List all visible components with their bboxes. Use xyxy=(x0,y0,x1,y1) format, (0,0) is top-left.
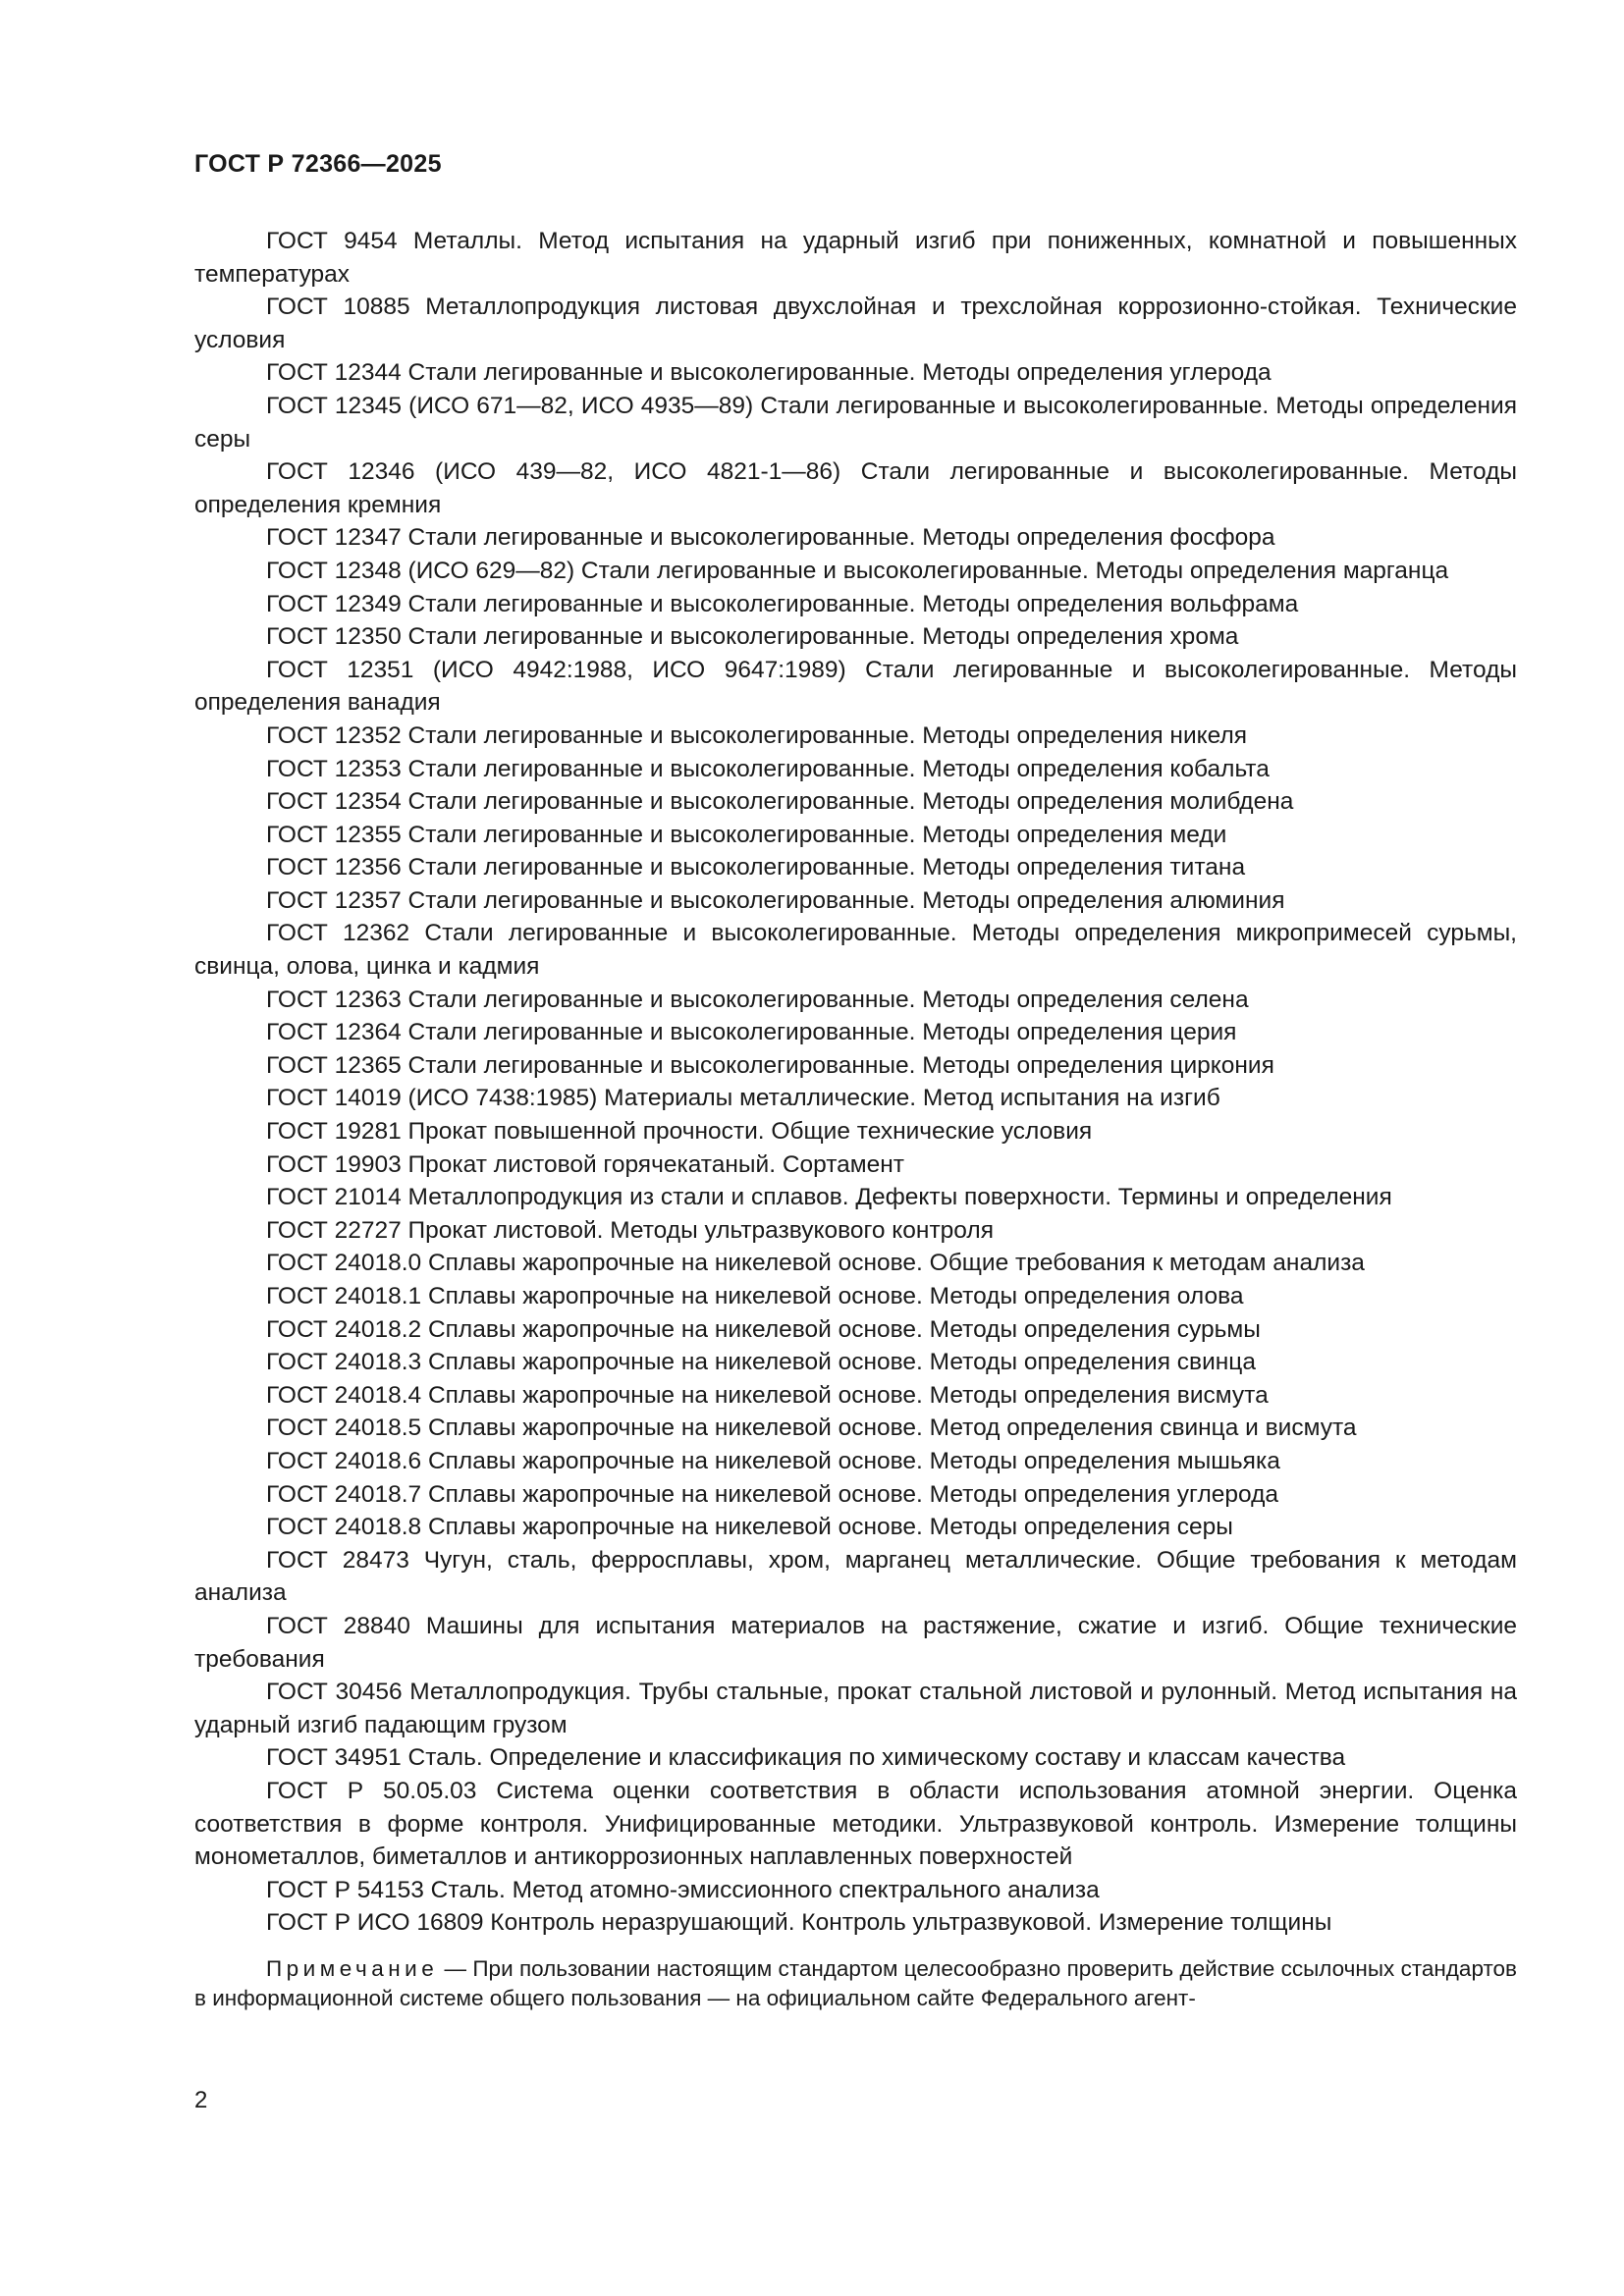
reference-entry: ГОСТ 24018.6 Сплавы жаропрочные на никелевой основе. Методы определения мышьяка xyxy=(266,1447,1280,1474)
note-label: Примечание xyxy=(266,1956,439,1981)
reference-entry: ГОСТ 12344 Стали легированные и высоколегированные. Методы определения углерода xyxy=(266,359,1272,387)
reference-entry: ГОСТ 24018.2 Сплавы жаропрочные на никелевой основе. Методы определения сурьмы xyxy=(266,1315,1261,1343)
reference-entry: ГОСТ 19281 Прокат повышенной прочности. Общие технические условия xyxy=(266,1118,1093,1146)
reference-entry: ГОСТ 12347 Стали легированные и высоколегированные. Методы определения фосфора xyxy=(266,524,1275,552)
reference-entry: ГОСТ 12348 (ИСО 629—82) Стали легированные и высоколегированные. Методы определения марганца xyxy=(266,557,1449,584)
reference-entry: ГОСТ 12352 Стали легированные и высоколегированные. Методы определения никеля xyxy=(266,721,1248,749)
reference-entry: ГОСТ 22727 Прокат листовой. Методы ультразвукового контроля xyxy=(266,1216,994,1244)
reference-entry: ГОСТ 24018.8 Сплавы жаропрочные на никелевой основе. Методы определения серы xyxy=(266,1514,1233,1541)
reference-entry: ГОСТ 12363 Стали легированные и высоколегированные. Методы определения селена xyxy=(266,986,1249,1013)
reference-entry: ГОСТ 9454 Металлы. Метод испытания на ударный изгиб при пониженных, комнатной и повышенных температурах xyxy=(194,228,1517,288)
reference-entry: ГОСТ 24018.0 Сплавы жаропрочные на никелевой основе. Общие требования к методам анализа xyxy=(266,1250,1365,1277)
reference-entry: ГОСТ 21014 Металлопродукция из стали и сплавов. Дефекты поверхности. Термины и определения xyxy=(266,1184,1392,1211)
reference-entry: ГОСТ 28473 Чугун, сталь, ферросплавы, хром, марганец металлические. Общие требования к методам анализа xyxy=(194,1546,1517,1607)
reference-entry: ГОСТ 19903 Прокат листовой горячекатаный. Сортамент xyxy=(266,1150,905,1178)
reference-entry: ГОСТ 12355 Стали легированные и высоколегированные. Методы определения меди xyxy=(266,821,1227,848)
reference-entry: ГОСТ 12365 Стали легированные и высоколегированные. Методы определения циркония xyxy=(266,1051,1274,1079)
document-code-header: ГОСТ Р 72366—2025 xyxy=(194,150,442,178)
reference-entry: ГОСТ 24018.5 Сплавы жаропрочные на никелевой основе. Метод определения свинца и висмута xyxy=(266,1415,1357,1442)
reference-entry: ГОСТ 24018.1 Сплавы жаропрочные на никелевой основе. Методы определения олова xyxy=(266,1283,1244,1309)
page-number: 2 xyxy=(194,2087,208,2113)
reference-entry: ГОСТ 12353 Стали легированные и высоколегированные. Методы определения кобальта xyxy=(266,755,1270,782)
reference-entry: ГОСТ 12346 (ИСО 439—82, ИСО 4821-1—86) Стали легированные и высоколегированные. Методы определения кремния xyxy=(194,458,1517,518)
reference-entry: ГОСТ Р 54153 Сталь. Метод атомно-эмиссионного спектрального анализа xyxy=(266,1876,1100,1903)
reference-entry: ГОСТ 12357 Стали легированные и высоколегированные. Методы определения алюминия xyxy=(266,886,1285,914)
note-paragraph xyxy=(194,1954,1517,2013)
reference-entry: ГОСТ 24018.7 Сплавы жаропрочные на никелевой основе. Методы определения углерода xyxy=(266,1480,1279,1508)
reference-entry: ГОСТ 30456 Металлопродукция. Трубы стальные, прокат стальной листовой и рулонный. Метод испытания на ударный изгиб падающим грузом xyxy=(194,1679,1517,1738)
reference-entry: ГОСТ 12351 (ИСО 4942:1988, ИСО 9647:1989) Стали легированные и высоколегированные. Методы определения ванадия xyxy=(194,656,1517,717)
reference-entry: ГОСТ 34951 Сталь. Определение и классификация по химическому составу и классам качества xyxy=(266,1744,1346,1772)
reference-entry: ГОСТ 10885 Металлопродукция листовая двухслойная и трехслойная коррозионно-стойкая. Технические условия xyxy=(194,294,1517,353)
reference-entry: ГОСТ 12345 (ИСО 671—82, ИСО 4935—89) Стали легированные и высоколегированные. Методы определения серы xyxy=(194,392,1517,453)
reference-entry: ГОСТ 28840 Машины для испытания материалов на растяжение, сжатие и изгиб. Общие технические требования xyxy=(194,1612,1517,1673)
reference-entry: ГОСТ 12356 Стали легированные и высоколегированные. Методы определения титана xyxy=(266,854,1246,881)
reference-entry: ГОСТ 24018.3 Сплавы жаропрочные на никелевой основе. Методы определения свинца xyxy=(266,1349,1256,1376)
reference-entry: ГОСТ 12362 Стали легированные и высоколегированные. Методы определения микропримесей сурьмы, свинца, олова, цинка и кадмия xyxy=(194,920,1517,981)
reference-entry: ГОСТ 24018.4 Сплавы жаропрочные на никелевой основе. Методы определения висмута xyxy=(266,1381,1269,1409)
reference-entry: ГОСТ Р ИСО 16809 Контроль неразрушающий. Контроль ультразвуковой. Измерение толщины xyxy=(266,1909,1332,1937)
reference-entry: ГОСТ 12350 Стали легированные и высоколегированные. Методы определения хрома xyxy=(266,623,1239,651)
reference-entry: ГОСТ 14019 (ИСО 7438:1985) Материалы металлические. Метод испытания на изгиб xyxy=(266,1085,1220,1112)
reference-entry: ГОСТ 12354 Стали легированные и высоколегированные. Методы определения молибдена xyxy=(266,788,1294,816)
reference-entry: ГОСТ 12364 Стали легированные и высоколегированные. Методы определения церия xyxy=(266,1019,1237,1046)
reference-entry: ГОСТ 12349 Стали легированные и высоколегированные. Методы определения вольфрама xyxy=(266,590,1299,617)
reference-entry: ГОСТ Р 50.05.03 Система оценки соответствия в области использования атомной энергии. Оценка соответствия в форме контроля. Унифицированные методики. Ультразвуковой контроль. Измерение толщины монометаллов, биметаллов и антикоррозионных наплавленных поверхностей xyxy=(194,1777,1517,1871)
normative-references-list xyxy=(194,225,1517,1940)
note-text: — При пользовании настоящим стандартом целесообразно проверить действие ссылочных стандартов в информационной системе общего пользования — на официальном сайте Федерального агент- xyxy=(194,1956,1517,2010)
